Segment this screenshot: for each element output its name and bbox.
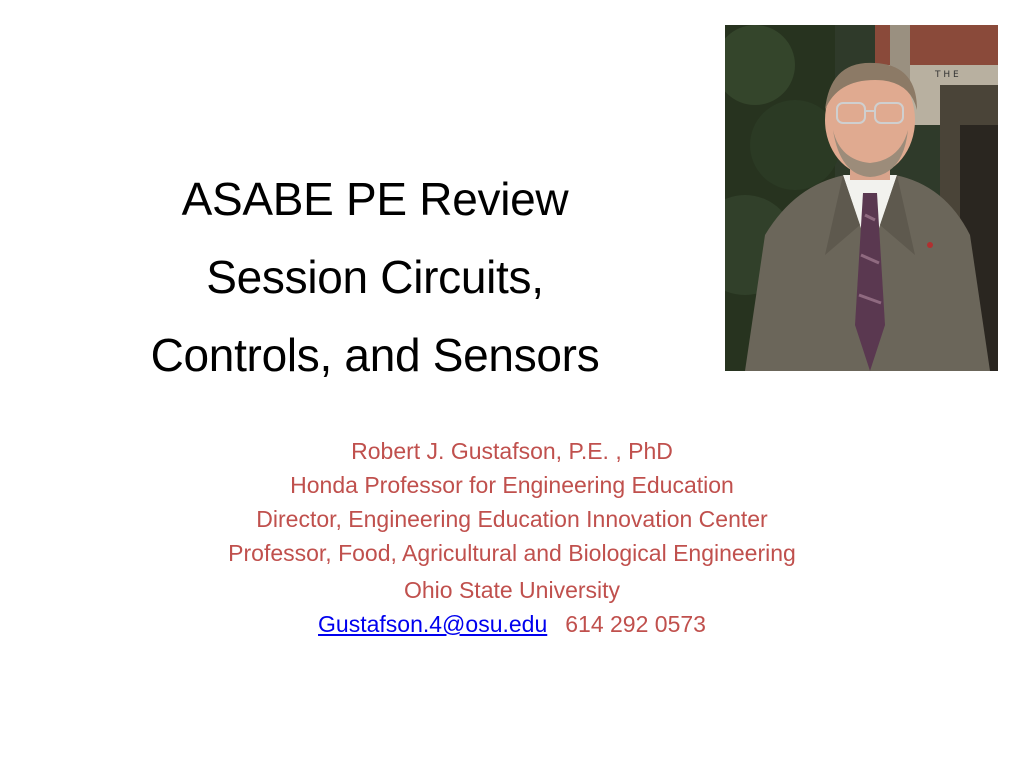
slide-title	[90, 160, 660, 395]
presenter-photo	[725, 25, 998, 371]
svg-text:T H E: T H E	[935, 70, 959, 80]
title-line-1: ASABE PE Review	[181, 173, 569, 225]
portrait-image	[725, 25, 998, 371]
presenter-university: Ohio State University	[403, 577, 621, 603]
title-line-3: Controls, and Sensors	[150, 329, 600, 382]
presenter-title-1: Honda Professor for Engineering Education	[290, 472, 734, 498]
presenter-name: Robert J. Gustafson, P.E. , PhD	[351, 438, 673, 464]
presenter-title-3: Professor, Food, Agricultural and Biological Engineering	[228, 540, 796, 566]
presenter-title-2: Director, Engineering Education Innovation Center	[256, 506, 768, 532]
presenter-info	[180, 434, 844, 641]
title-line-2: Session Circuits,	[206, 251, 544, 304]
contact-line	[180, 607, 844, 641]
phone-number: 614 292 0573	[565, 611, 706, 637]
email-link[interactable]: Gustafson.4@osu.edu	[318, 611, 548, 637]
